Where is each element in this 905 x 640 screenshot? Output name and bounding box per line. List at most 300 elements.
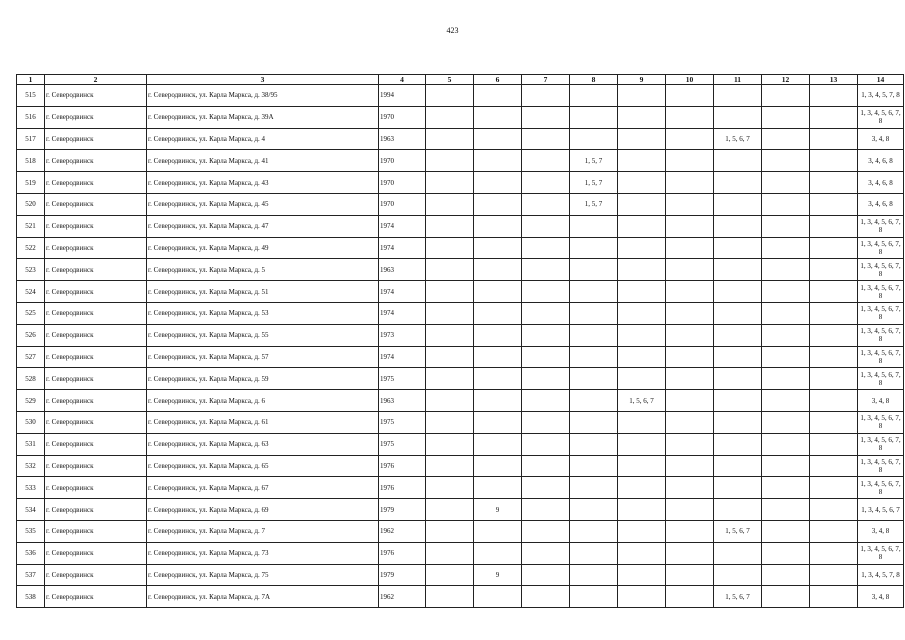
cell-col-3: г. Северодвинск, ул. Карла Маркса, д. 5 [147,259,379,281]
cell-col-2: г. Северодвинск [45,477,147,499]
column-header: 3 [147,75,379,85]
cell-col-6 [474,128,522,150]
cell-col-6 [474,150,522,172]
table-row [17,586,904,608]
cell-col-9 [618,477,666,499]
cell-col-14: 1, 3, 4, 5, 6, 7, 8 [858,477,904,499]
column-header: 8 [570,75,618,85]
column-header: 11 [714,75,762,85]
cell-col-7 [522,390,570,412]
cell-col-5 [426,150,474,172]
cell-col-12 [762,172,810,194]
cell-col-4: 1974 [379,281,426,303]
column-header: 2 [45,75,147,85]
cell-col-11 [714,324,762,346]
cell-col-6 [474,586,522,608]
cell-col-3: г. Северодвинск, ул. Карла Маркса, д. 49 [147,237,379,259]
cell-col-9 [618,324,666,346]
cell-col-3: г. Северодвинск, ул. Карла Маркса, д. 55 [147,324,379,346]
cell-col-12 [762,455,810,477]
cell-col-1: 526 [17,324,45,346]
cell-col-14: 3, 4, 6, 8 [858,172,904,194]
cell-col-6 [474,259,522,281]
cell-col-10 [666,324,714,346]
cell-col-12 [762,237,810,259]
cell-col-6 [474,390,522,412]
cell-col-11 [714,564,762,586]
cell-col-1: 532 [17,455,45,477]
cell-col-5 [426,215,474,237]
cell-col-4: 1970 [379,150,426,172]
cell-col-9 [618,564,666,586]
cell-col-1: 524 [17,281,45,303]
cell-col-5 [426,324,474,346]
cell-col-3: г. Северодвинск, ул. Карла Маркса, д. 51 [147,281,379,303]
cell-col-13 [810,128,858,150]
cell-col-5 [426,499,474,521]
cell-col-1: 536 [17,542,45,564]
table-row [17,455,904,477]
cell-col-3: г. Северодвинск, ул. Карла Маркса, д. 57 [147,346,379,368]
cell-col-1: 515 [17,85,45,107]
cell-col-5 [426,193,474,215]
cell-col-2: г. Северодвинск [45,128,147,150]
cell-col-11 [714,455,762,477]
register-table [16,74,904,608]
cell-col-10 [666,477,714,499]
table-row [17,542,904,564]
cell-col-14: 1, 3, 4, 5, 6, 7 [858,499,904,521]
cell-col-9 [618,433,666,455]
cell-col-2: г. Северодвинск [45,586,147,608]
cell-col-14: 1, 3, 4, 5, 6, 7, 8 [858,281,904,303]
cell-col-12 [762,564,810,586]
cell-col-13 [810,433,858,455]
cell-col-12 [762,542,810,564]
cell-col-8 [570,237,618,259]
cell-col-6: 9 [474,564,522,586]
cell-col-2: г. Северодвинск [45,368,147,390]
cell-col-2: г. Северодвинск [45,433,147,455]
column-header: 5 [426,75,474,85]
cell-col-9 [618,281,666,303]
cell-col-13 [810,106,858,128]
cell-col-7 [522,128,570,150]
cell-col-13 [810,455,858,477]
cell-col-7 [522,346,570,368]
cell-col-1: 523 [17,259,45,281]
cell-col-9 [618,302,666,324]
cell-col-13 [810,215,858,237]
cell-col-8 [570,259,618,281]
cell-col-13 [810,172,858,194]
cell-col-5 [426,85,474,107]
cell-col-6 [474,237,522,259]
cell-col-13 [810,564,858,586]
cell-col-3: г. Северодвинск, ул. Карла Маркса, д. 75 [147,564,379,586]
cell-col-13 [810,281,858,303]
cell-col-8 [570,520,618,542]
cell-col-10 [666,499,714,521]
cell-col-4: 1976 [379,542,426,564]
cell-col-1: 535 [17,520,45,542]
cell-col-3: г. Северодвинск, ул. Карла Маркса, д. 7 [147,520,379,542]
cell-col-3: г. Северодвинск, ул. Карла Маркса, д. 43 [147,172,379,194]
cell-col-11 [714,281,762,303]
cell-col-1: 533 [17,477,45,499]
cell-col-1: 528 [17,368,45,390]
cell-col-8 [570,85,618,107]
cell-col-10 [666,390,714,412]
cell-col-10 [666,586,714,608]
cell-col-4: 1975 [379,411,426,433]
cell-col-12 [762,259,810,281]
cell-col-9 [618,106,666,128]
cell-col-10 [666,346,714,368]
cell-col-6 [474,411,522,433]
table-row [17,215,904,237]
cell-col-1: 516 [17,106,45,128]
cell-col-1: 518 [17,150,45,172]
cell-col-10 [666,542,714,564]
cell-col-8 [570,411,618,433]
table-row [17,193,904,215]
cell-col-12 [762,150,810,172]
cell-col-9 [618,150,666,172]
cell-col-14: 3, 4, 6, 8 [858,193,904,215]
cell-col-12 [762,390,810,412]
cell-col-10 [666,433,714,455]
cell-col-9 [618,172,666,194]
cell-col-11 [714,302,762,324]
cell-col-7 [522,324,570,346]
cell-col-7 [522,411,570,433]
cell-col-11 [714,368,762,390]
cell-col-1: 537 [17,564,45,586]
cell-col-7 [522,564,570,586]
table-row [17,433,904,455]
cell-col-6 [474,172,522,194]
cell-col-9: 1, 5, 6, 7 [618,390,666,412]
column-header: 7 [522,75,570,85]
cell-col-8 [570,128,618,150]
cell-col-10 [666,150,714,172]
cell-col-9 [618,455,666,477]
cell-col-9 [618,520,666,542]
cell-col-11 [714,542,762,564]
cell-col-2: г. Северодвинск [45,193,147,215]
cell-col-8 [570,215,618,237]
cell-col-7 [522,106,570,128]
cell-col-13 [810,390,858,412]
cell-col-13 [810,259,858,281]
cell-col-14: 1, 3, 4, 5, 6, 7, 8 [858,259,904,281]
cell-col-6 [474,106,522,128]
cell-col-1: 531 [17,433,45,455]
cell-col-7 [522,193,570,215]
cell-col-10 [666,411,714,433]
table-row [17,237,904,259]
cell-col-13 [810,193,858,215]
cell-col-14: 1, 3, 4, 5, 6, 7, 8 [858,433,904,455]
cell-col-8: 1, 5, 7 [570,193,618,215]
cell-col-5 [426,302,474,324]
cell-col-4: 1976 [379,455,426,477]
cell-col-4: 1962 [379,586,426,608]
cell-col-14: 1, 3, 4, 5, 6, 7, 8 [858,346,904,368]
cell-col-14: 1, 3, 4, 5, 6, 7, 8 [858,215,904,237]
cell-col-14: 1, 3, 4, 5, 7, 8 [858,564,904,586]
cell-col-14: 1, 3, 4, 5, 6, 7, 8 [858,324,904,346]
cell-col-12 [762,477,810,499]
cell-col-1: 538 [17,586,45,608]
cell-col-8 [570,455,618,477]
cell-col-9 [618,542,666,564]
cell-col-7 [522,499,570,521]
cell-col-14: 3, 4, 8 [858,128,904,150]
cell-col-5 [426,172,474,194]
cell-col-4: 1963 [379,390,426,412]
cell-col-4: 1970 [379,172,426,194]
cell-col-6 [474,368,522,390]
column-header: 6 [474,75,522,85]
cell-col-12 [762,302,810,324]
cell-col-11 [714,390,762,412]
cell-col-7 [522,586,570,608]
cell-col-14: 1, 3, 4, 5, 6, 7, 8 [858,106,904,128]
cell-col-8 [570,106,618,128]
cell-col-10 [666,128,714,150]
cell-col-11: 1, 5, 6, 7 [714,520,762,542]
cell-col-1: 534 [17,499,45,521]
cell-col-12 [762,85,810,107]
cell-col-10 [666,520,714,542]
cell-col-4: 1994 [379,85,426,107]
cell-col-11 [714,411,762,433]
cell-col-5 [426,237,474,259]
cell-col-8 [570,499,618,521]
column-header: 10 [666,75,714,85]
cell-col-12 [762,520,810,542]
cell-col-11 [714,477,762,499]
cell-col-9 [618,193,666,215]
cell-col-1: 519 [17,172,45,194]
cell-col-13 [810,586,858,608]
cell-col-3: г. Северодвинск, ул. Карла Маркса, д. 39А [147,106,379,128]
cell-col-6 [474,302,522,324]
cell-col-2: г. Северодвинск [45,411,147,433]
cell-col-8 [570,542,618,564]
cell-col-14: 3, 4, 8 [858,520,904,542]
cell-col-10 [666,215,714,237]
cell-col-3: г. Северодвинск, ул. Карла Маркса, д. 69 [147,499,379,521]
cell-col-12 [762,499,810,521]
cell-col-13 [810,499,858,521]
cell-col-3: г. Северодвинск, ул. Карла Маркса, д. 38/95 [147,85,379,107]
cell-col-8 [570,324,618,346]
page-number: 423 [446,26,459,35]
cell-col-8 [570,368,618,390]
cell-col-2: г. Северодвинск [45,542,147,564]
cell-col-4: 1974 [379,237,426,259]
cell-col-2: г. Северодвинск [45,499,147,521]
cell-col-3: г. Северодвинск, ул. Карла Маркса, д. 65 [147,455,379,477]
cell-col-9 [618,346,666,368]
cell-col-14: 1, 3, 4, 5, 6, 7, 8 [858,455,904,477]
cell-col-7 [522,172,570,194]
cell-col-7 [522,150,570,172]
cell-col-13 [810,302,858,324]
cell-col-3: г. Северодвинск, ул. Карла Маркса, д. 4 [147,128,379,150]
cell-col-2: г. Северодвинск [45,150,147,172]
table-row [17,368,904,390]
table-row [17,477,904,499]
cell-col-13 [810,368,858,390]
table-row [17,150,904,172]
cell-col-5 [426,368,474,390]
table-row [17,259,904,281]
cell-col-9 [618,85,666,107]
cell-col-13 [810,542,858,564]
cell-col-8 [570,564,618,586]
cell-col-7 [522,477,570,499]
cell-col-2: г. Северодвинск [45,237,147,259]
cell-col-4: 1979 [379,499,426,521]
cell-col-13 [810,520,858,542]
cell-col-6 [474,85,522,107]
column-header: 9 [618,75,666,85]
table-row [17,520,904,542]
cell-col-11 [714,433,762,455]
cell-col-7 [522,85,570,107]
cell-col-13 [810,237,858,259]
cell-col-5 [426,128,474,150]
cell-col-11 [714,106,762,128]
cell-col-12 [762,411,810,433]
cell-col-3: г. Северодвинск, ул. Карла Маркса, д. 73 [147,542,379,564]
cell-col-6 [474,433,522,455]
cell-col-10 [666,368,714,390]
cell-col-9 [618,259,666,281]
cell-col-11 [714,499,762,521]
cell-col-1: 522 [17,237,45,259]
cell-col-2: г. Северодвинск [45,106,147,128]
cell-col-5 [426,346,474,368]
cell-col-5 [426,281,474,303]
cell-col-10 [666,106,714,128]
table-row [17,302,904,324]
cell-col-4: 1962 [379,520,426,542]
cell-col-4: 1974 [379,346,426,368]
cell-col-7 [522,237,570,259]
cell-col-8 [570,477,618,499]
cell-col-3: г. Северодвинск, ул. Карла Маркса, д. 67 [147,477,379,499]
cell-col-6 [474,542,522,564]
cell-col-8 [570,346,618,368]
cell-col-7 [522,433,570,455]
column-header: 1 [17,75,45,85]
cell-col-4: 1975 [379,368,426,390]
cell-col-7 [522,368,570,390]
cell-col-12 [762,368,810,390]
cell-col-4: 1974 [379,215,426,237]
cell-col-7 [522,302,570,324]
cell-col-14: 1, 3, 4, 5, 6, 7, 8 [858,411,904,433]
table-row [17,564,904,586]
cell-col-7 [522,259,570,281]
table-row [17,324,904,346]
table-row [17,346,904,368]
cell-col-11 [714,215,762,237]
cell-col-2: г. Северодвинск [45,281,147,303]
cell-col-12 [762,324,810,346]
cell-col-2: г. Северодвинск [45,455,147,477]
cell-col-13 [810,411,858,433]
cell-col-5 [426,433,474,455]
column-header: 13 [810,75,858,85]
cell-col-1: 529 [17,390,45,412]
cell-col-11 [714,85,762,107]
cell-col-3: г. Северодвинск, ул. Карла Маркса, д. 6 [147,390,379,412]
cell-col-11 [714,237,762,259]
cell-col-4: 1973 [379,324,426,346]
cell-col-6 [474,455,522,477]
cell-col-5 [426,259,474,281]
cell-col-9 [618,586,666,608]
cell-col-14: 1, 3, 4, 5, 6, 7, 8 [858,302,904,324]
cell-col-7 [522,281,570,303]
cell-col-2: г. Северодвинск [45,215,147,237]
cell-col-13 [810,85,858,107]
cell-col-9 [618,237,666,259]
cell-col-10 [666,237,714,259]
cell-col-5 [426,564,474,586]
cell-col-12 [762,193,810,215]
cell-col-14: 3, 4, 8 [858,390,904,412]
cell-col-1: 520 [17,193,45,215]
cell-col-4: 1970 [379,106,426,128]
cell-col-6: 9 [474,499,522,521]
cell-col-7 [522,520,570,542]
cell-col-11: 1, 5, 6, 7 [714,128,762,150]
cell-col-7 [522,455,570,477]
cell-col-5 [426,520,474,542]
cell-col-13 [810,346,858,368]
table-row [17,411,904,433]
cell-col-10 [666,564,714,586]
cell-col-3: г. Северодвинск, ул. Карла Маркса, д. 7А [147,586,379,608]
table-row [17,85,904,107]
cell-col-6 [474,324,522,346]
cell-col-2: г. Северодвинск [45,520,147,542]
cell-col-14: 3, 4, 8 [858,586,904,608]
cell-col-8: 1, 5, 7 [570,150,618,172]
cell-col-5 [426,390,474,412]
cell-col-7 [522,215,570,237]
table-row [17,128,904,150]
table-row [17,281,904,303]
cell-col-13 [810,477,858,499]
cell-col-2: г. Северодвинск [45,324,147,346]
column-header: 12 [762,75,810,85]
cell-col-6 [474,477,522,499]
cell-col-12 [762,346,810,368]
cell-col-9 [618,128,666,150]
cell-col-6 [474,215,522,237]
cell-col-5 [426,477,474,499]
cell-col-11 [714,193,762,215]
cell-col-14: 1, 3, 4, 5, 7, 8 [858,85,904,107]
